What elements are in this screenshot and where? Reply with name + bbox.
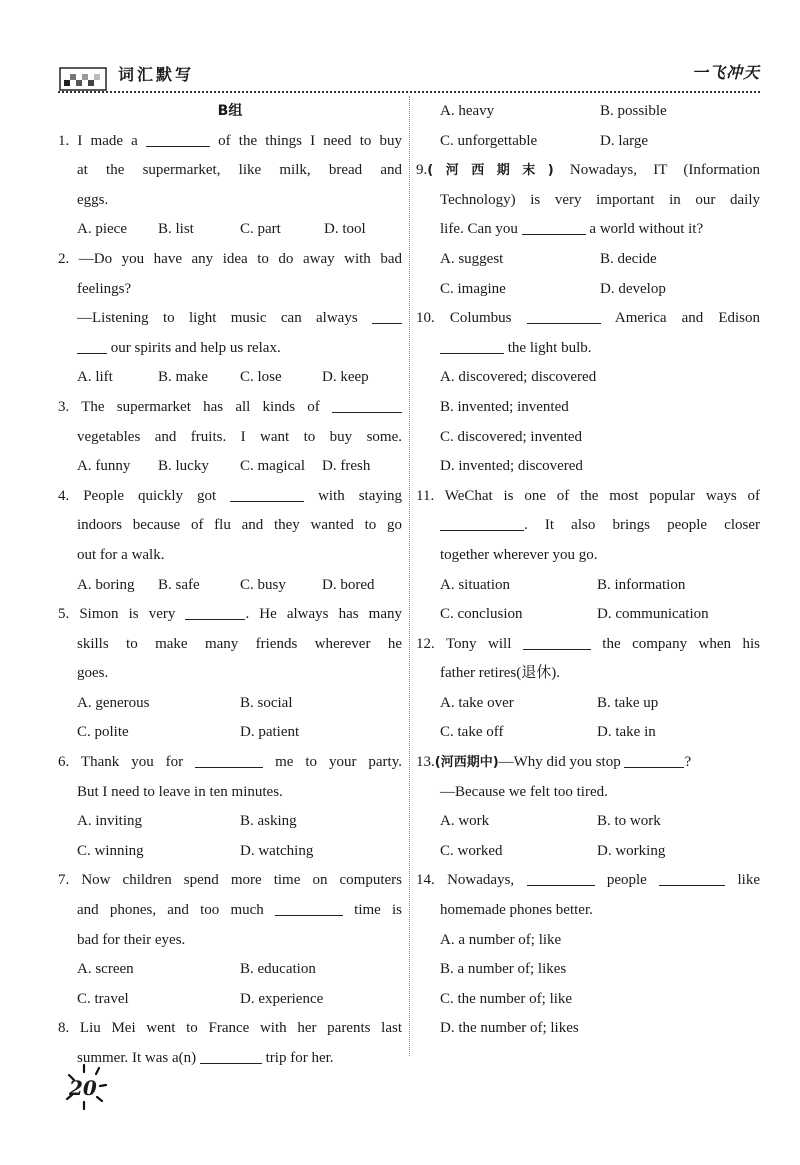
option-a[interactable]: A. situation: [440, 576, 510, 593]
option-d[interactable]: D. watching: [240, 842, 314, 859]
option-b[interactable]: B. information: [597, 576, 686, 593]
options-row: [416, 275, 760, 305]
question-text: 10. Columbus: [416, 310, 512, 327]
question-12: [416, 630, 760, 660]
question-13: [416, 748, 760, 778]
option-a[interactable]: A. inviting: [77, 813, 143, 830]
options-row: [58, 452, 402, 482]
question-text: 5. Simon is very: [58, 606, 176, 623]
option-d[interactable]: D. patient: [240, 724, 300, 741]
question-text: 4. People quickly got: [58, 487, 217, 504]
question-text: [416, 511, 760, 541]
question-text: Nowadays, IT (Information: [569, 162, 760, 179]
option-d[interactable]: D. experience: [240, 990, 324, 1007]
option-d[interactable]: D. fresh: [322, 458, 371, 475]
option-d[interactable]: D. the number of; likes: [440, 1020, 579, 1037]
answer-blank[interactable]: [77, 336, 107, 354]
option-c[interactable]: C. winning: [77, 842, 144, 859]
answer-blank[interactable]: [146, 129, 210, 147]
option-c[interactable]: C. part: [240, 221, 281, 238]
option-b[interactable]: B. decide: [600, 250, 657, 267]
options-row: [58, 837, 402, 867]
question-2: 2. —Do you have any idea to do away with bad: [58, 250, 402, 267]
question-text: a world without it?: [589, 221, 704, 238]
question-text: homemade phones better.: [440, 902, 593, 919]
options-row: [58, 807, 402, 837]
option-d[interactable]: D. working: [597, 842, 666, 859]
question-10: [416, 304, 760, 334]
answer-blank[interactable]: [185, 602, 245, 620]
option-c[interactable]: C. unforgettable: [440, 132, 538, 149]
column-divider: [409, 96, 410, 1056]
section-title: 词汇默写: [118, 65, 195, 84]
question-6: [58, 748, 402, 778]
option-d[interactable]: D. develop: [600, 280, 666, 297]
question-text: skills to make many friends wherever he: [77, 635, 402, 652]
page-number-badge: [62, 1063, 112, 1113]
question-11: 11. WeChat is one of the most popular ways of: [416, 487, 760, 504]
question-number: 9.: [416, 162, 428, 179]
option-b[interactable]: B. make: [158, 369, 208, 386]
question-text: life. Can you: [440, 221, 518, 238]
option-c[interactable]: C. lose: [240, 369, 282, 386]
option-d[interactable]: D. take in: [597, 724, 656, 741]
option-c[interactable]: C. the number of; like: [440, 990, 573, 1007]
question-text: father retires(退休).: [440, 665, 560, 682]
question-text: me to your party.: [275, 754, 402, 771]
question-text: . It also brings people closer: [524, 517, 760, 534]
question-text: —Listening to light music can always: [77, 310, 358, 327]
question-4: [58, 482, 402, 512]
option-b[interactable]: B. education: [240, 961, 316, 978]
option-d[interactable]: D. communication: [597, 606, 709, 623]
options-row: [58, 718, 402, 748]
option-b[interactable]: B. list: [158, 221, 194, 238]
question-5: [58, 600, 402, 630]
header-divider: [58, 91, 760, 93]
question-text: But I need to leave in ten minutes.: [77, 783, 283, 800]
option-c[interactable]: C. conclusion: [440, 606, 523, 623]
options-row: [416, 97, 760, 127]
question-text: vegetables and fruits. I want to buy some.: [77, 428, 402, 445]
option-d[interactable]: D. invented; discovered: [440, 458, 583, 475]
answer-blank[interactable]: [332, 395, 402, 413]
answer-blank[interactable]: [527, 306, 601, 324]
option-a[interactable]: A. discovered; discovered: [440, 369, 597, 386]
question-text: trip for her.: [265, 1050, 334, 1066]
question-text: of the things I need to buy: [218, 132, 402, 149]
question-text: with staying: [318, 487, 402, 504]
options-row: [416, 689, 760, 719]
question-9: [416, 156, 760, 186]
option-b[interactable]: B. a number of; likes: [440, 961, 567, 978]
question-text: Technology) is very important in our daily: [440, 191, 760, 208]
question-text: people: [606, 872, 647, 889]
question-text: [58, 334, 402, 364]
option-a[interactable]: A. work: [440, 813, 490, 830]
answer-blank[interactable]: [624, 750, 684, 768]
question-text: summer. It was a(n): [77, 1050, 197, 1066]
option-d[interactable]: D. keep: [322, 369, 369, 386]
option-c[interactable]: C. magical: [240, 458, 305, 475]
option-c[interactable]: C. polite: [77, 724, 129, 741]
option-b[interactable]: B. asking: [240, 813, 297, 830]
option-c[interactable]: C. take off: [440, 724, 504, 741]
checker-logo-icon: [58, 64, 108, 94]
option-b[interactable]: B. lucky: [158, 458, 209, 475]
option-a[interactable]: A. screen: [77, 961, 134, 978]
option-b[interactable]: B. social: [240, 694, 293, 711]
option-c[interactable]: C. worked: [440, 842, 503, 859]
option-b[interactable]: B. to work: [597, 813, 661, 830]
option-c[interactable]: C. discovered; invented: [440, 428, 583, 445]
page-header: [58, 58, 760, 98]
option-a[interactable]: A. lift: [77, 369, 113, 386]
answer-blank[interactable]: [195, 750, 263, 768]
answer-blank[interactable]: [522, 217, 586, 235]
option-a[interactable]: A. a number of; like: [440, 931, 562, 948]
question-text: America and Edison: [614, 310, 760, 327]
question-text: 14. Nowadays,: [416, 872, 515, 889]
option-a[interactable]: A. boring: [77, 576, 135, 593]
page-number: 20: [69, 1076, 97, 1100]
answer-blank[interactable]: [275, 898, 343, 916]
question-text: together wherever you go.: [440, 546, 598, 563]
option-a[interactable]: A. funny: [77, 458, 131, 475]
option-c[interactable]: C. busy: [240, 576, 286, 593]
answer-blank[interactable]: [200, 1046, 262, 1064]
question-text: —Because we felt too tired.: [440, 783, 608, 800]
right-column: [416, 97, 760, 1044]
option-c[interactable]: C. travel: [77, 990, 129, 1007]
answer-blank[interactable]: [230, 484, 304, 502]
question-text: feelings?: [77, 280, 132, 297]
options-row: [416, 837, 760, 867]
options-row: [58, 363, 402, 393]
answer-blank[interactable]: [372, 306, 402, 324]
options-row: [416, 600, 760, 630]
question-7: 7. Now children spend more time on computers: [58, 872, 402, 889]
option-d[interactable]: D. bored: [322, 576, 375, 593]
question-1: [58, 127, 402, 157]
options-row: [416, 718, 760, 748]
question-text: [416, 215, 760, 245]
question-number: 13.: [416, 754, 435, 771]
question-text: like: [737, 872, 760, 889]
option-a[interactable]: A. heavy: [440, 103, 495, 119]
options-row: [58, 955, 402, 985]
option-d[interactable]: D. large: [600, 132, 649, 149]
answer-blank[interactable]: [440, 513, 524, 531]
question-text: eggs.: [77, 191, 109, 208]
question-14: [416, 866, 760, 896]
option-a[interactable]: A. generous: [77, 694, 150, 711]
question-text: 1. I made a: [58, 132, 138, 149]
question-text: ?: [684, 754, 692, 771]
options-row: [58, 985, 402, 1015]
option-b[interactable]: B. safe: [158, 576, 200, 593]
question-text: and phones, and too much: [77, 902, 264, 919]
options-row: [416, 571, 760, 601]
question-text: indoors because of flu and they wanted to go: [77, 517, 402, 534]
left-column: [58, 97, 402, 1074]
question-text: goes.: [77, 665, 109, 682]
question-text: [58, 304, 402, 334]
question-text: at the supermarket, like milk, bread and: [77, 162, 402, 179]
option-a[interactable]: A. take over: [440, 694, 514, 711]
question-text: [58, 896, 402, 926]
question-text: 6. Thank you for: [58, 754, 184, 771]
question-text: bad for their eyes.: [77, 931, 186, 948]
source-tag: (河西期末): [427, 163, 554, 179]
option-b[interactable]: B. possible: [600, 103, 667, 119]
answer-blank[interactable]: [527, 868, 595, 886]
option-b[interactable]: B. invented; invented: [440, 398, 569, 415]
option-b[interactable]: B. take up: [597, 694, 659, 711]
option-a[interactable]: A. suggest: [440, 250, 504, 267]
question-text: [416, 334, 760, 364]
question-text: 12. Tony will: [416, 635, 512, 652]
options-row: [58, 689, 402, 719]
question-text: 3. The supermarket has all kinds of: [58, 398, 320, 415]
options-row: [416, 127, 760, 157]
question-text: our spirits and help us relax.: [110, 339, 281, 356]
options-row: [58, 571, 402, 601]
question-text: . He always has many: [245, 606, 402, 623]
question-text: the light bulb.: [507, 339, 592, 356]
question-text: time is: [354, 902, 402, 919]
answer-blank[interactable]: [440, 336, 504, 354]
question-text: —Why did you stop: [498, 754, 621, 771]
question-text: out for a walk.: [77, 546, 165, 563]
options-row: [416, 245, 760, 275]
question-8: 8. Liu Mei went to France with her parents last: [58, 1020, 402, 1037]
options-row: [416, 807, 760, 837]
group-title: B组: [217, 103, 243, 119]
question-3: [58, 393, 402, 423]
option-c[interactable]: C. imagine: [440, 280, 506, 297]
answer-blank[interactable]: [659, 868, 725, 886]
option-a[interactable]: A. piece: [77, 221, 127, 238]
source-tag: (河西期中): [434, 755, 499, 771]
question-text: the company when his: [602, 635, 760, 652]
options-row: [58, 215, 402, 245]
series-logo-text: 一飞冲天: [691, 63, 760, 82]
answer-blank[interactable]: [523, 632, 591, 650]
option-d[interactable]: D. tool: [324, 221, 366, 238]
